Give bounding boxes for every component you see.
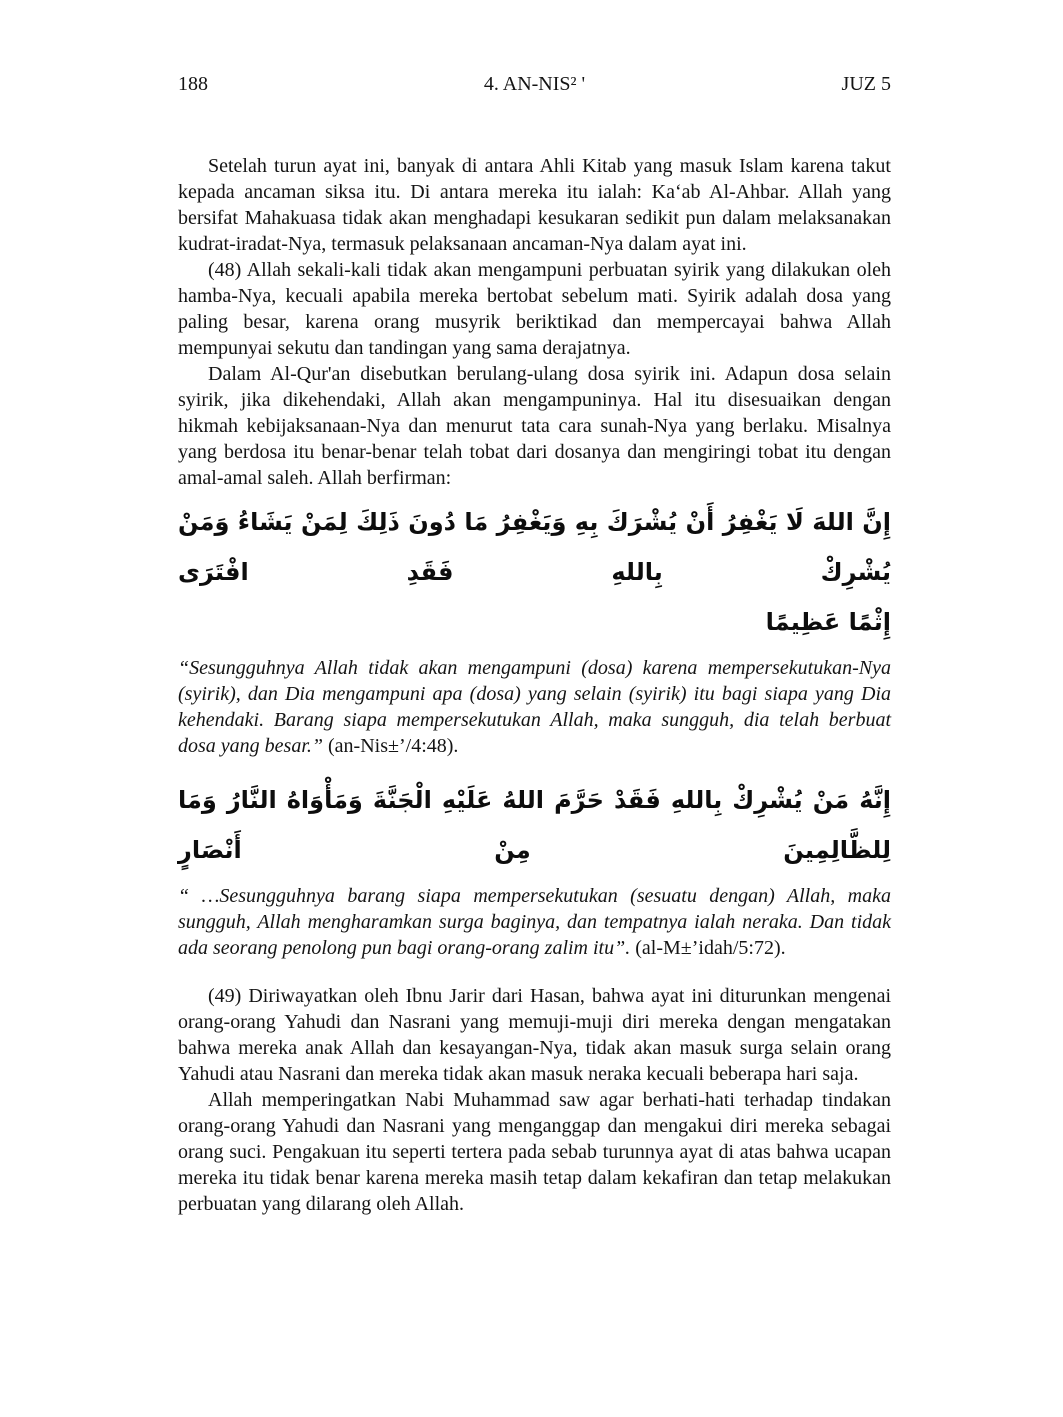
paragraph-verse-49-commentary: (49) Diriwayatkan oleh Ibnu Jarir dari Hasan, bahwa ayat ini diturunkan mengenai orang-orang Yahudi dan Nasrani yang memuji-muji diri mereka dengan mengatakan bahwa mereka anak Allah dan kesayangan-Nya, tidak akan masuk surga selain orang Yahudi atau Nasrani dan mereka tidak akan masuk neraka kecuali beberapa hari saja. [178,985,891,1085]
translation-4-48 [178,655,891,759]
paragraph-warning: Allah memperingatkan Nabi Muhammad saw agar berhati-hati terhadap tindakan orang-orang Yahudi dan Nasrani yang menganggap dan mengakui diri mereka sebagai orang suci. Pengakuan itu seperti tertera pada sebab turunnya ayat di atas bahwa ucapan mereka itu tidak benar karena mereka masih tetap dalam kekafiran dan tetap melakukan perbuatan yang dilarang oleh Allah. [178,1089,891,1215]
arabic-verse-5-72-line: إِنَّهُ مَنْ يُشْرِكْ بِاللهِ فَقَدْ حَرَّمَ اللهُ عَلَيْهِ الْجَنَّةَ وَمَأْوَاهُ النَّارُ وَمَا لِلظَّالِمِينَ مِنْ أَنْصَارٍ [178,786,891,864]
translation-5-72 [178,883,891,961]
translation-4-48-reference: (an-Nis±’/4:48). [328,735,459,757]
page-number: 188 [178,73,208,95]
page-body [178,153,891,1217]
arabic-verse-4-48-line2: إِثْمًا عَظِيمًا [765,608,891,636]
chapter-title: 4. AN-NIS² ' [483,73,586,95]
paragraph-quran-repetition: Dalam Al-Qur'an disebutkan berulang-ulang dosa syirik ini. Adapun dosa selain syirik, jika dikehendaki, Allah akan mengampuninya. Hal itu disesuaikan dengan hikmah kebijaksanaan-Nya dan menurut tata cara sunah-Nya yang berlaku. Misalnya yang berdosa itu benar-benar telah tobat dari dosanya dan mengiringi tobat itu dengan amal-amal saleh. Allah berfirman: [178,363,891,489]
translation-5-72-reference: (al-M±’idah/5:72). [635,937,786,959]
page-header [178,73,891,99]
translation-5-72-text: “ …Sesungguhnya barang siapa mempersekutukan (sesuatu dengan) Allah, maka sungguh, Allah mengharamkan surga baginya, dan tempatnya ialah neraka. Dan tidak ada seorang penolong pun bagi orang-orang zalim itu”. [178,885,891,959]
paragraph-intro: Setelah turun ayat ini, banyak di antara Ahli Kitab yang masuk Islam karena takut kepada ancaman siksa itu. Di antara mereka itu ialah: Ka‘ab Al-Ahbar. Allah yang bersifat Mahakuasa tidak akan menghadapi kesukaran sedikit pun dalam melaksanakan kudrat-iradat-Nya, termasuk pelaksanaan ancaman-Nya dalam ayat ini. [178,155,891,255]
paragraph-verse-48-commentary: (48) Allah sekali-kali tidak akan mengampuni perbuatan syirik yang dilakukan oleh hamba-Nya, kecuali apabila mereka bertobat sebelum mati. Syirik adalah dosa yang paling besar, karena orang musyrik beriktikad dan mempercayai bahwa Allah mempunyai sekutu dan tandingan yang sama derajatnya. [178,259,891,359]
juz-label: JUZ 5 [841,73,891,95]
arabic-verse-5-72 [178,775,891,875]
arabic-verse-4-48 [178,497,891,647]
translation-4-48-text: “Sesungguhnya Allah tidak akan mengampuni (dosa) karena mempersekutukan-Nya (syirik), dan Dia mengampuni apa (dosa) yang selain (syirik) itu bagi siapa yang Dia kehendaki. Barang siapa mempersekutukan Allah, maka sungguh, dia telah berbuat dosa yang besar.” [178,657,891,757]
arabic-verse-4-48-line1: إِنَّ اللهَ لَا يَغْفِرُ أَنْ يُشْرَكَ بِهِ وَيَغْفِرُ مَا دُونَ ذَلِكَ لِمَنْ يَشَاءُ وَمَنْ يُشْرِكْ بِاللهِ فَقَدِ افْتَرَى [178,508,891,586]
